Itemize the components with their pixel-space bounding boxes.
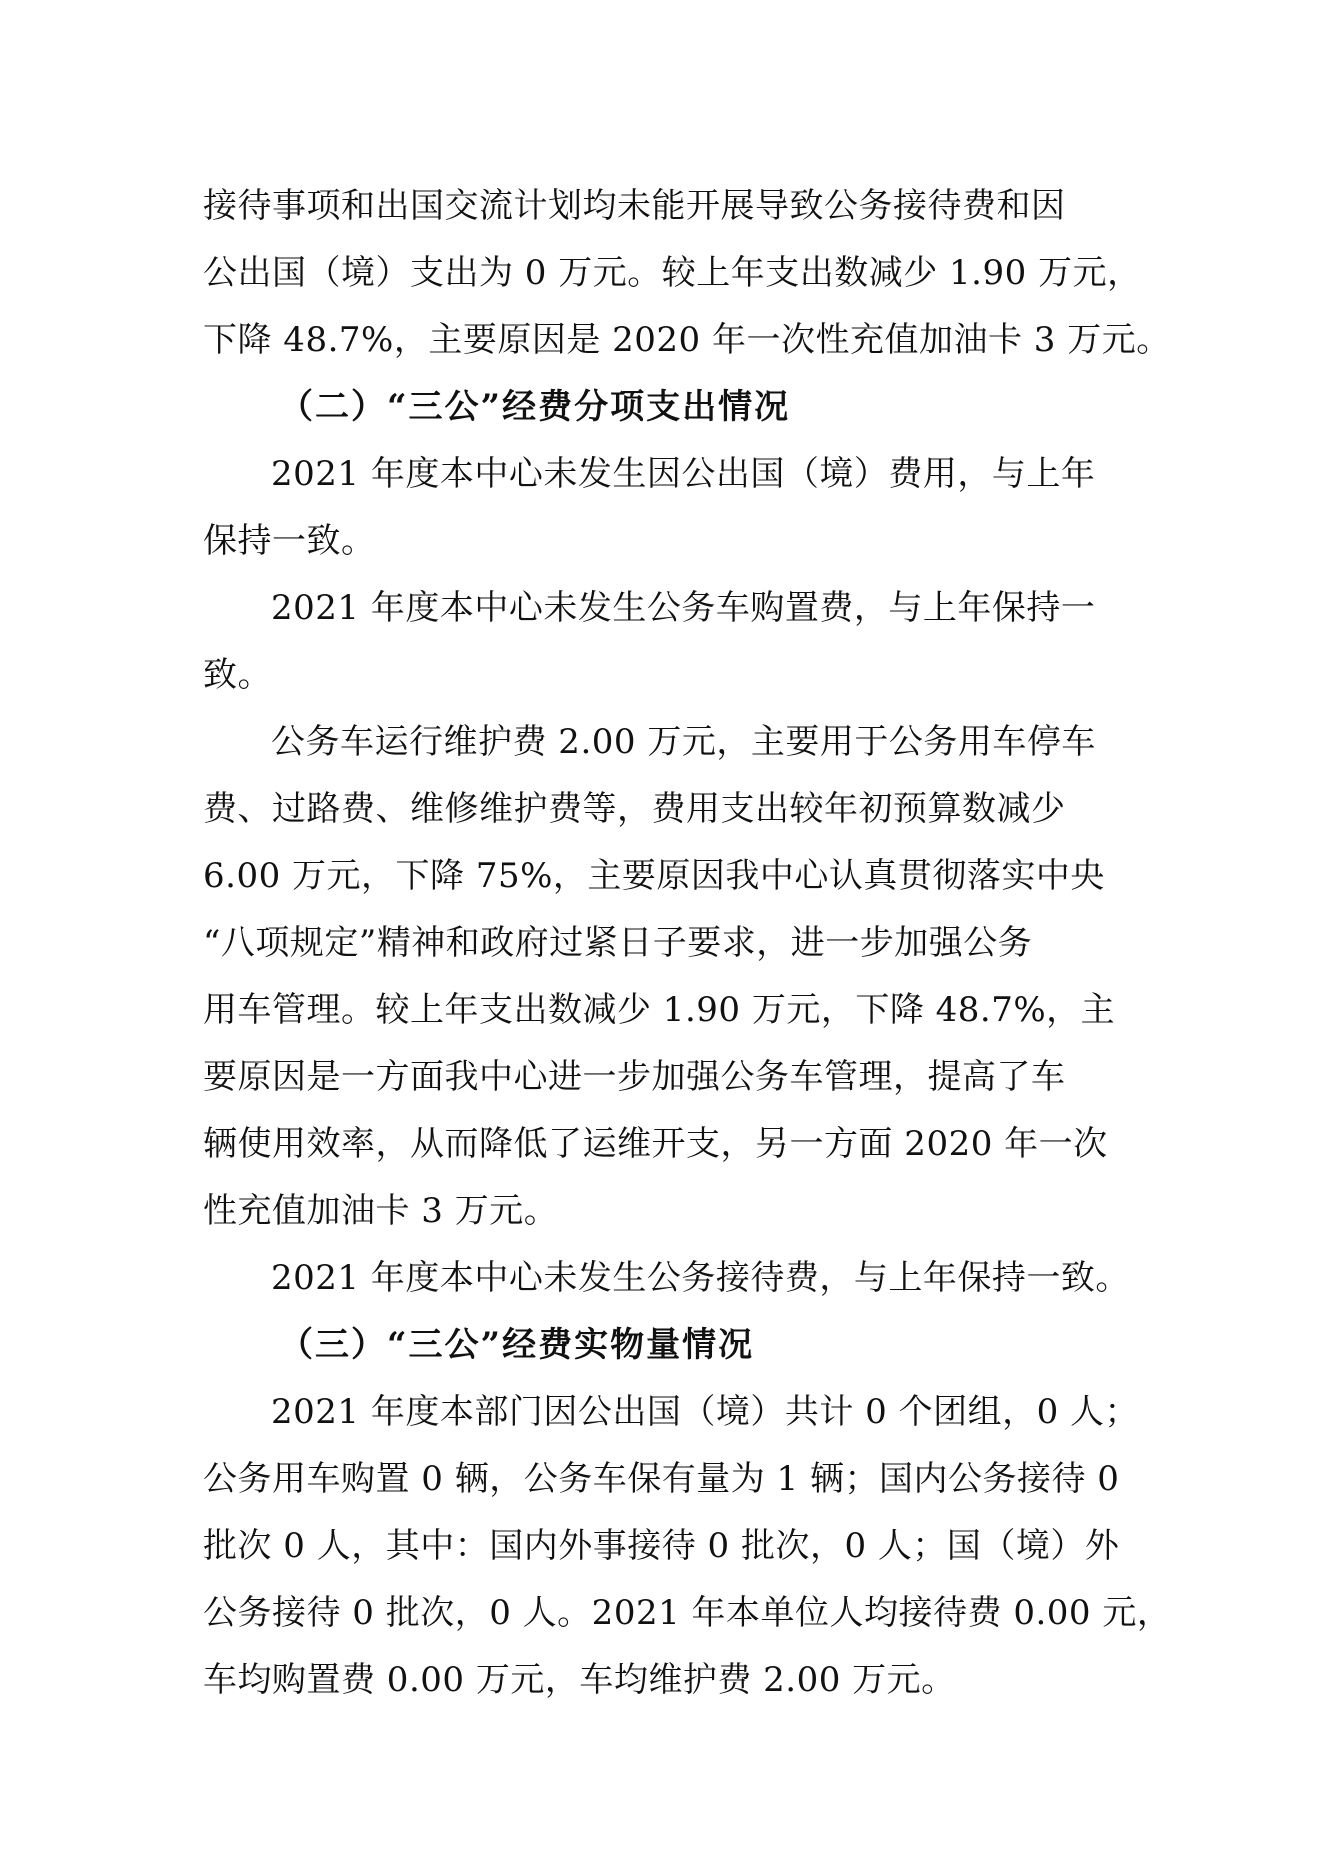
- paragraph-line: 公务接待 0 批次，0 人。2021 年本单位人均接待费 0.00 元，: [203, 1593, 1172, 1633]
- paragraph-line: 2021 年度本中心未发生公务接待费，与上年保持一致。: [271, 1258, 1130, 1298]
- paragraph-line: 要原因是一方面我中心进一步加强公务车管理，提高了车: [203, 1057, 1066, 1097]
- section-heading: （三）“三公”经费实物量情况: [279, 1325, 755, 1365]
- paragraph-line: 保持一致。: [203, 521, 376, 561]
- paragraph-line: “八项规定”精神和政府过紧日子要求，进一步加强公务: [203, 923, 1033, 963]
- paragraph-line: 批次 0 人，其中：国内外事接待 0 批次，0 人；国（境）外: [203, 1526, 1120, 1566]
- paragraph-line: 致。: [203, 655, 272, 695]
- section-heading: （二）“三公”经费分项支出情况: [279, 387, 791, 427]
- paragraph-line: 2021 年度本中心未发生公务车购置费，与上年保持一: [271, 588, 1096, 628]
- paragraph-line: 用车管理。较上年支出数减少 1.90 万元，下降 48.7%，主: [203, 990, 1116, 1030]
- document-page: [203, 173, 1172, 1714]
- paragraph-line: 2021 年度本中心未发生因公出国（境）费用，与上年: [271, 454, 1096, 494]
- paragraph-line: 费、过路费、维修维护费等，费用支出较年初预算数减少: [203, 789, 1066, 829]
- paragraph-line: 下降 48.7%，主要原因是 2020 年一次性充值加油卡 3 万元。: [203, 320, 1171, 360]
- paragraph-line: 公出国（境）支出为 0 万元。较上年支出数减少 1.90 万元，: [203, 253, 1142, 293]
- paragraph-line: 性充值加油卡 3 万元。: [203, 1191, 559, 1231]
- paragraph-line: 车均购置费 0.00 万元，车均维护费 2.00 万元。: [203, 1660, 956, 1700]
- paragraph-line: 公务车运行维护费 2.00 万元，主要用于公务用车停车: [271, 722, 1096, 762]
- paragraph-line: 6.00 万元，下降 75%，主要原因我中心认真贯彻落实中央: [203, 856, 1105, 896]
- paragraph-line: 辆使用效率，从而降低了运维开支，另一方面 2020 年一次: [203, 1124, 1108, 1164]
- paragraph-line: 接待事项和出国交流计划均未能开展导致公务接待费和因: [203, 186, 1066, 226]
- paragraph-line: 公务用车购置 0 辆，公务车保有量为 1 辆；国内公务接待 0: [203, 1459, 1120, 1499]
- paragraph-line: 2021 年度本部门因公出国（境）共计 0 个团组，0 人；: [271, 1392, 1140, 1432]
